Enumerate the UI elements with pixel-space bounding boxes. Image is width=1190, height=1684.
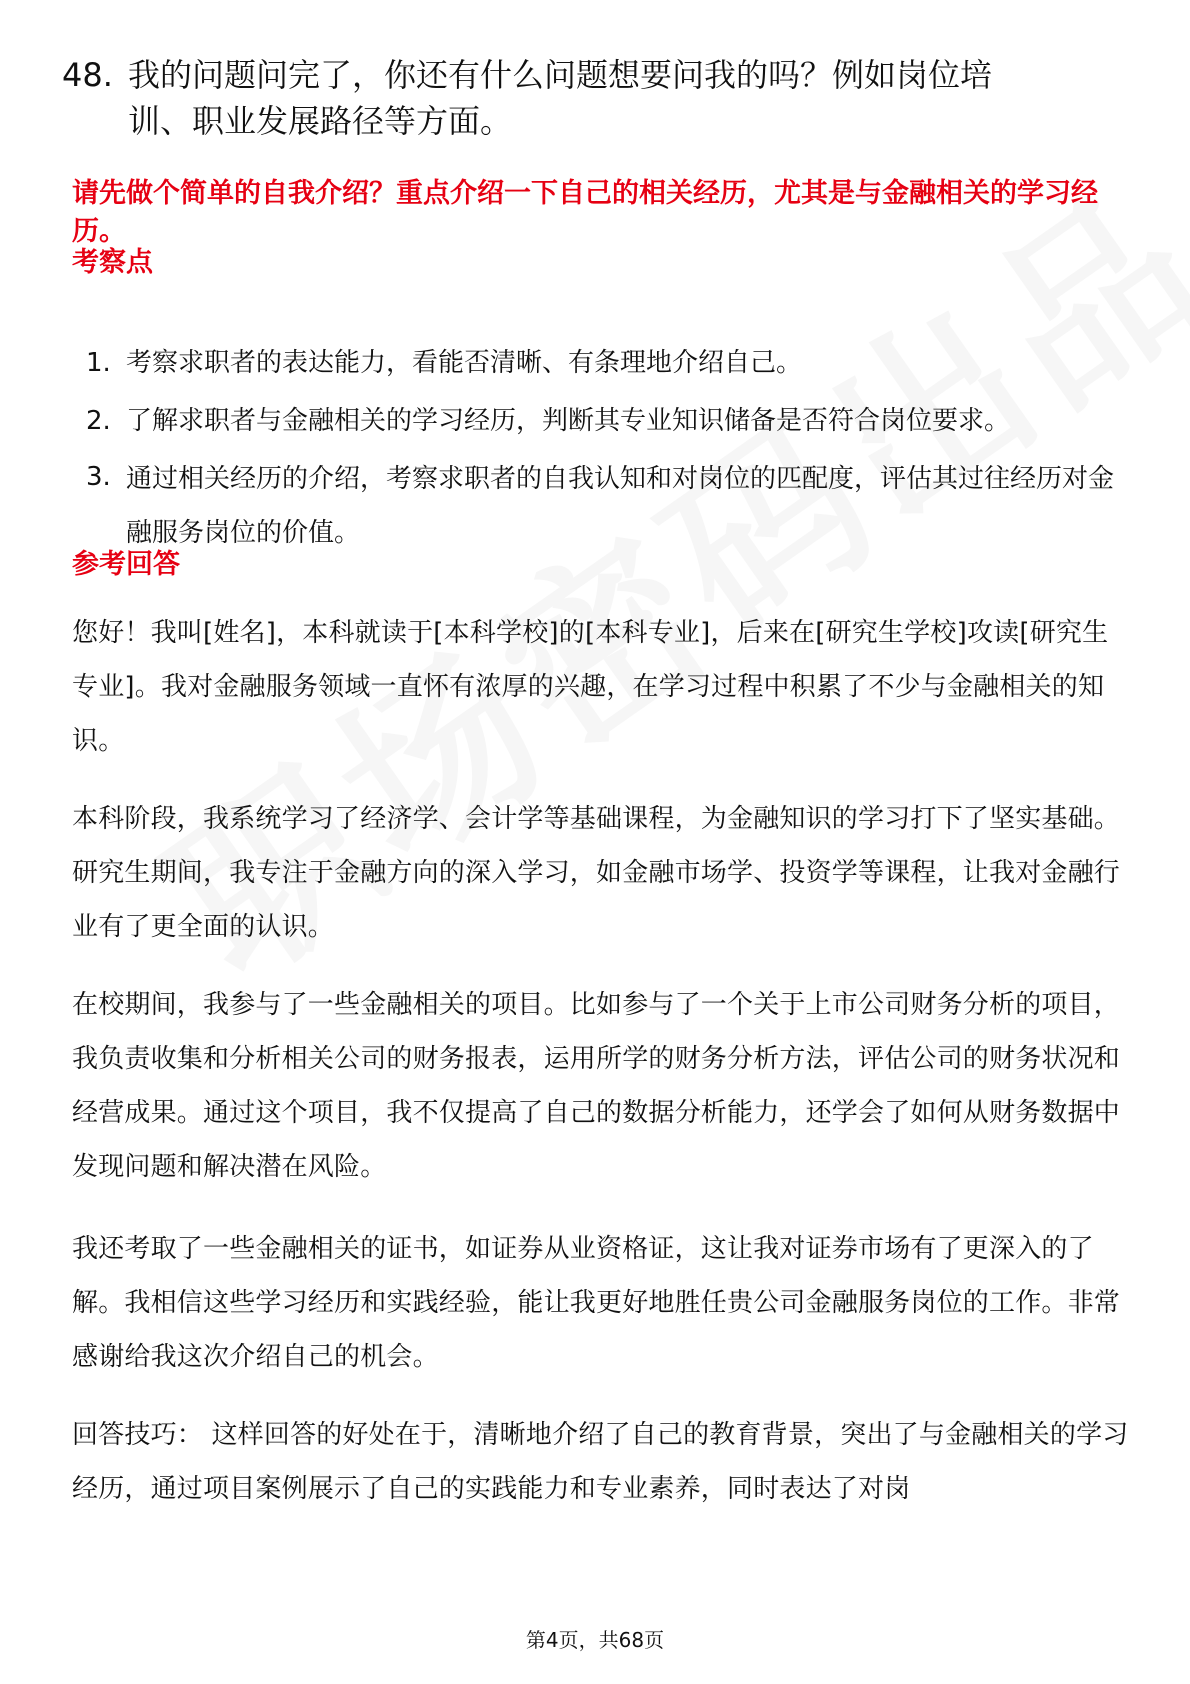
assessment-item	[72, 450, 1132, 560]
answer-paragraph-4: 我还考取了一些金融相关的证书，如证券从业资格证，这让我对证券市场有了更深入的了解。我相信这些学习经历和实践经验，能让我更好地胜任贵公司金融服务岗位的工作。非常感谢给我这次介绍自己的机会。	[72, 1234, 1121, 1372]
answer-paragraph-3: 在校期间，我参与了一些金融相关的项目。比如参与了一个关于上市公司财务分析的项目，我负责收集和分析相关公司的财务报表，运用所学的财务分析方法，评估公司的财务状况和经营成果。通过这个项目，我不仅提高了自己的数据分析能力，还学会了如何从财务数据中发现问题和解决潜在风险。	[72, 990, 1121, 1182]
page-footer: 第4页，共68页	[525, 1628, 665, 1652]
answer-paragraph-2: 本科阶段，我系统学习了经济学、会计学等基础课程，为金融知识的学习打下了坚实基础。研究生期间，我专注于金融方向的深入学习，如金融市场学、投资学等课程，让我对金融行业有了更全面的认识。	[72, 804, 1121, 942]
assessment-index: 3.	[86, 462, 111, 492]
question-number: 48.	[62, 56, 113, 94]
question-line-1: 我的问题问完了，你还有什么问题想要问我的吗？例如岗位培	[128, 56, 993, 94]
assessment-text: 考察求职者的表达能力，看能否清晰、有条理地介绍自己。	[126, 348, 803, 378]
assessment-title: 考察点	[72, 247, 153, 278]
question-line-2: 训、职业发展路径等方面。	[128, 102, 513, 140]
answer-tip: 回答技巧： 这样回答的好处在于，清晰地介绍了自己的教育背景，突出了与金融相关的学习经历，通过项目案例展示了自己的实践能力和专业素养，同时表达了对岗	[72, 1420, 1129, 1504]
prompt-question: 请先做个简单的自我介绍？重点介绍一下自己的相关经历，尤其是与金融相关的学习经历。	[72, 178, 1098, 247]
question-block	[62, 52, 1092, 144]
assessment-item	[72, 392, 1132, 450]
assessment-index: 1.	[86, 348, 111, 378]
assessment-text: 了解求职者与金融相关的学习经历，判断其专业知识储备是否符合岗位要求。	[126, 406, 1011, 436]
assessment-item	[72, 334, 1132, 392]
answer-paragraph-1: 您好！我叫[姓名]，本科就读于[本科学校]的[本科专业]，后来在[研究生学校]攻读[研究生专业]。我对金融服务领域一直怀有浓厚的兴趣，在学习过程中积累了不少与金融相关的知识。	[72, 618, 1109, 756]
answer-title: 参考回答	[72, 549, 180, 580]
assessment-index: 2.	[86, 406, 111, 436]
assessment-list	[72, 334, 1132, 560]
assessment-text: 通过相关经历的介绍，考察求职者的自我认知和对岗位的匹配度，评估其过往经历对金融服务岗位的价值。	[126, 464, 1115, 548]
